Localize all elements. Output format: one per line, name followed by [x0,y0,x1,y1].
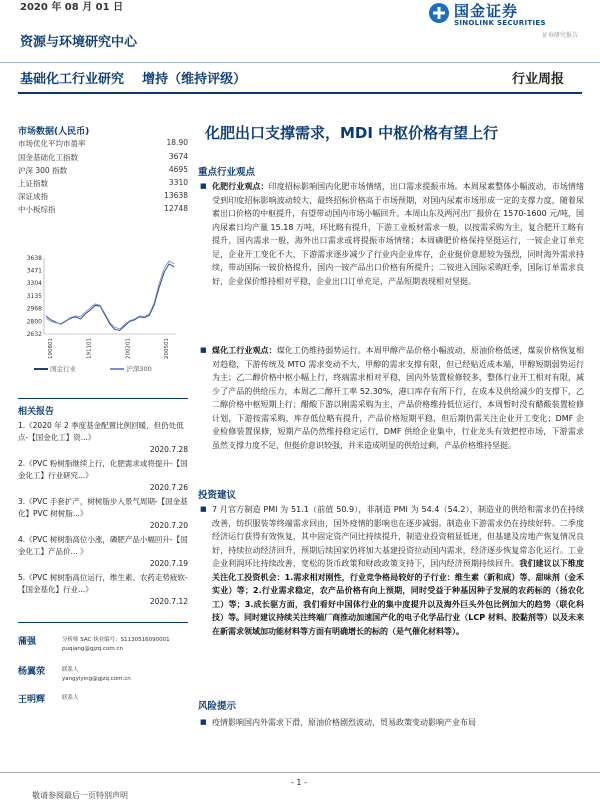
analyst-email[interactable]: yangyiying@gjzq.com.cn [62,676,131,682]
y-tick-label: 2800 [26,318,42,326]
market-label: 市场优化平均市盈率 [18,139,86,148]
logo-tagline: 证券研究报告 [541,32,578,39]
research-center: 资源与环境研究中心 [20,35,138,50]
report-date: 2020 年 08 月 01 日 [20,2,124,13]
market-row [18,165,188,176]
fertilizer-text: 印度招标影响国内化肥市场情绪，出口需求提振市场。本周尿素整体小幅波动，市场情绪受到印度招标影响波动较大，最终招标价格高于市场预期，对国内尿素市场形成一定的支撑力度，随着尿素出口价格的中枢提升，有望带动国内市场小幅回升。本周山东及两河出厂报价在 1570-1600 元/吨，国内尿素日均产量 15.18 万吨，环比略有提升，下游工业板材需求一般，以按需采购为主，复合肥开工略有提升，国内需求一般，海外出口需求或将提振市场情绪；本周磷肥价格保持坚挺运行，一铵企业订单充足，企业开工变化不大，下游需求逐步减少了行业内企业库存，企业挺价意愿较为强烈，同时海外需求持续，带动国际一铵价格提升，国内一铵产品出口价格有所提升；二铵进入国际采购旺季，国际订单需求良好，企业保价维持相对平稳，企业出口订单充足，产品短期表现相对坚挺。 [212,182,584,286]
fertilizer-paragraph [198,180,584,288]
related-report-text: 1.《2020 年 2 季度基金配置比例回暖，但仍处低点-【国金化工】资...》 [18,421,184,442]
analyst-name: 杨翼荥 [18,667,46,677]
related-report-date: 2020.7.28 [149,445,188,454]
x-tick-label: 191101 [86,338,93,359]
related-report-text: 3.《PVC 手套扩产，树树脂步入景气周期-【国金基化】PVC 树树脂...》 [18,497,188,518]
investment-heading: 投资建议 [198,490,237,501]
header-divider [0,62,600,63]
market-value: 13638 [164,191,188,200]
y-tick-label: 2632 [26,331,42,338]
coal-chem-label: 煤化工行业观点： [212,346,277,355]
analyst-divider [18,622,188,623]
y-tick-label: 3471 [26,267,42,275]
bullet-icon: ■ [200,718,207,726]
market-value: 18.90 [166,138,188,147]
analyst-role: 联系人 [62,695,79,701]
market-data-title: 市场数据(人民币) [18,127,90,137]
legend-label-2: 沪深300 [126,365,152,373]
related-report-date: 2020.7.12 [149,597,188,606]
related-report-date: 2020.7.26 [149,483,188,492]
related-report-date: 2020.7.19 [149,559,188,568]
key-points-heading: 重点行业观点 [198,167,256,178]
market-row [18,191,188,202]
market-label: 上证指数 [18,179,48,188]
market-label: 沪深 300 指数 [18,166,68,175]
fertilizer-label: 化肥行业观点： [212,182,269,191]
sinolink-logo [428,0,578,40]
title-divider [18,92,582,94]
report-type: 行业周报 [511,72,564,87]
related-report-item[interactable] [18,534,188,570]
investment-text: 7 月官方制造 PMI 为 51.1（前值 50.9），非制造 PMI 为 54.4（54.2），制造业的供给和需求仍在持续改善，纺织服装等终端需求回由，国外疫情的影响也在逐步减弱。制造业下游需求仍在持续好转。二季度经济运行获得有效恢复，其中固定资产同比持续提升，制造业投资稍显低迷，但基建及房地产恢复情况良好，持续拉动经济回升，预期后续国家仍将加大基建投资拉动国内需求，经济逐步恢复常态化运行。工业企业利润环比持续改善，宽松的货币政策和财政政策支持下，国内经济预期持续回升。 [212,505,584,568]
bullet-icon: ■ [200,346,207,354]
market-row [18,152,188,163]
x-tick-label: 200201 [125,338,132,359]
legend-label-1: 国金行业 [50,365,77,373]
related-reports-title: 相关报告 [18,407,55,417]
x-tick-label: 190801 [48,338,54,359]
y-tick-label: 2968 [26,305,42,313]
market-value: 3310 [168,178,188,187]
risk-heading: 风险提示 [198,701,237,712]
related-report-date: 2020.7.20 [149,521,188,530]
risk-paragraph [198,716,584,730]
market-row [18,138,188,149]
index-chart [16,252,188,362]
related-report-text: 5.《PVC 树树脂高位运行，维生素、农药走势疲软-【国金基化】行业...》 [18,573,188,594]
logo-mark-icon [428,2,450,24]
industry-rating: 基础化工行业研究 增持（维持评级） [20,72,247,87]
series-line-2 [46,261,174,329]
chart-legend [34,364,152,373]
related-report-text: 2.《PVC 粉树脂继续上行，化肥需求或将提升-【国金化工】行业研究...》 [18,459,188,480]
risk-text: 疫情影响国内外需求下滑，原油价格剧烈波动，贸易政策变动影响产业布局 [212,718,476,727]
analyst-name: 王明辉 [18,695,46,705]
page-number: - 1 - [291,778,307,787]
market-row [18,178,188,189]
coal-chem-text: 煤化工仍维持弱势运行。本周甲醇产品价格小幅波动，原油价格低迷，煤炭价格恢复相对趋稳，下游传统及 MTO 需求变动不大，甲醇的需求支撑有限，但已经贴近成本端，甲醇短期弱势运行为主；乙二醇价格中枢小幅上行，终端需求相对平稳，国内外装置检修较多，整体行业开工相对有限，减少了产品的供给压力，本周乙二醇开工率 52.30%，港口库存有所下行，在成本及供给减少的支撑下，乙二醇价格中枢短期上行；醋酸下游以刚需采购为主，产品价格维持低位运行，本周暂时没有醋酸装置检修计划，下游按需采购，库存低位略有提升，产品价格短期平稳，但后期仍需关注企业开工变化；DMF 企业检修装置保修，短期产品仍然维持稳定运行，DMF 供给企业集中，行业龙头有效把控市场，下游需求虽然支撑力度不足，但挺价意识较强，并未造成明显的供给过剩，产品价格维持坚挺。 [212,346,585,450]
bullet-icon: ■ [200,182,207,190]
y-tick-label: 3135 [26,293,42,300]
market-value: 3674 [168,152,188,161]
analyst-role: 联系人 [62,667,79,673]
related-report-item[interactable] [18,458,188,494]
market-label: 中小板综指 [18,205,56,214]
investment-paragraph [198,503,584,638]
legend-swatch-2 [110,368,124,370]
related-report-item[interactable] [18,572,188,608]
analyst-email[interactable]: puqiang@gjzq.com.cn [62,646,123,652]
footer-divider [0,772,600,773]
analyst-name: 蒲强 [18,637,37,647]
legend-swatch-1 [34,368,48,370]
market-value: 4695 [168,165,188,174]
bullet-icon: ■ [200,505,207,513]
report-title: 化肥出口支撑需求，MDI 中枢价格有望上行 [205,124,499,142]
logo-cn: 国金证券 [454,2,519,20]
related-divider [18,398,188,399]
market-value: 12748 [164,204,188,213]
related-report-text: 4.《PVC 树树脂高位小涨，磷肥产品小幅回升-【国金化工】产品价... 》 [18,535,188,556]
coal-chem-paragraph [198,344,584,452]
market-row [18,204,188,215]
market-label: 国金基础化工指数 [18,153,78,162]
logo-en: SINOLINK SECURITIES [454,19,546,27]
x-tick-label: 200501 [164,338,170,359]
investment-bold: 我们建议以下维度关注化工投资机会：1.需求相对刚性，行业竞争格局较好的子行业：维生素（新和成）等、甜味剂（金禾实业）等；2.行业需求稳定，农产品价格有向上预期，同时受益于种基因种子发展的农药标的（扬农化工）等；3.成长驱方面，我们看好中国体行业的集中度提升以及海外巨头外包比例加大的趋势（联化科技）等。同时建议持续关注终端厂商推动加速国产化的电子化学品行业（LCP 材料、胶黏剂等）以及未来在新需求领域加功能材料等方面有明确增长的标的（是气催化材料等）。 [212,559,584,636]
y-tick-label: 3638 [26,255,42,262]
y-tick-label: 3304 [26,280,42,288]
market-label: 深证成指 [18,192,48,201]
analyst-credential: 分析师 SAC 执业编号：S1130516090001 [62,637,170,643]
footer-disclaimer: 敬请参阅最后一页特别声明 [32,791,128,800]
related-report-item[interactable] [18,496,188,532]
related-report-item[interactable] [18,420,188,456]
